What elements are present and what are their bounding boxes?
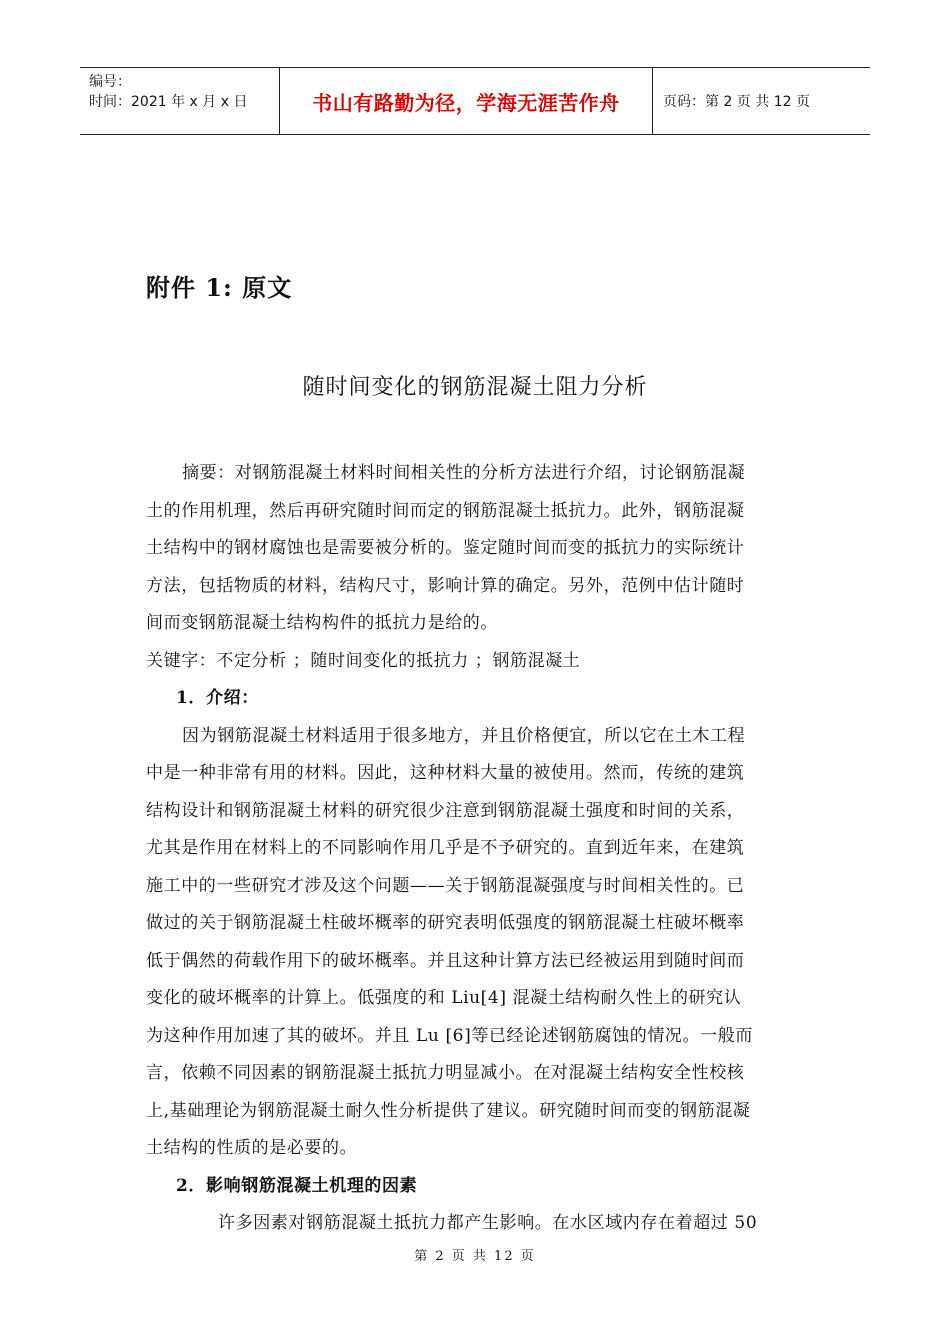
abstract-line: 间而变钢筋混凝土结构构件的抵抗力是给的。: [146, 613, 498, 633]
abstract-line: 摘要：对钢筋混凝土材料时间相关性的分析方法进行介绍，讨论钢筋混凝: [182, 463, 746, 483]
abstract-line: 土结构中的钢材腐蚀也是需要被分析的。鉴定随时间而变的抵抗力的实际统计: [146, 538, 745, 558]
serial-label: 编号：: [89, 74, 131, 90]
abstract-line: 土的作用机理，然后再研究随时间而定的钢筋混凝土抵抗力。此外，钢筋混凝: [146, 500, 745, 521]
header-meta-cell: [80, 68, 280, 134]
abstract-line: 方法，包括物质的材料，结构尺寸，影响计算的确定。另外，范例中估计随时: [146, 575, 745, 596]
section-1-line: 土结构的性质的是必要的。: [146, 1138, 358, 1158]
section-2-line: 许多因素对钢筋混凝土抵抗力都产生影响。在水区域内存在着超过 50: [218, 1213, 758, 1233]
section-1-heading: 1．介绍：: [176, 688, 259, 708]
section-1-line: 因为钢筋混凝土材料适用于很多地方，并且价格便宜，所以它在土木工程: [182, 725, 746, 746]
section-1-line: 低于偶然的荷载作用下的破坏概率。并且这种计算方法已经被运用到随时间而: [146, 950, 745, 971]
page-header: [80, 67, 870, 135]
header-page-info: 页码：第 2 页 共 12 页: [663, 94, 810, 110]
section-1-line: 上,基础理论为钢筋混凝土耐久性分析提供了建议。研究随时间而变的钢筋混凝: [146, 1100, 751, 1121]
section-1-line: 尤其是作用在材料上的不同影响作用几乎是不予研究的。直到近年来，在建筑: [146, 838, 745, 858]
page-footer: 第 2 页 共 12 页: [414, 1249, 536, 1264]
section-1-line: 言，依赖不同因素的钢筋混凝土抵抗力明显减小。在对混凝土结构安全性校核: [146, 1063, 745, 1083]
document-title: 随时间变化的钢筋混凝土阻力分析: [302, 375, 648, 400]
section-1-line: 施工中的一些研究才涉及这个问题——关于钢筋混凝强度与时间相关性的。已: [146, 875, 745, 896]
document-body: [146, 455, 806, 1243]
section-1-line: 中是一种非常有用的材料。因此，这种材料大量的被使用。然而，传统的建筑: [146, 763, 745, 783]
section-2-heading: 2．影响钢筋混凝土机理的因素: [176, 1175, 418, 1196]
keywords-line: 关键字：不定分析 ；随时间变化的抵抗力 ；钢筋混凝土: [146, 650, 581, 671]
section-1-line: 变化的破坏概率的计算上。低强度的和 Liu[4] 混凝土结构耐久性上的研究认: [146, 988, 742, 1008]
section-1-line: 结构设计和钢筋混凝土材料的研究很少注意到钢筋混凝土强度和时间的关系，: [146, 800, 745, 821]
section-1-line: 做过的关于钢筋混凝土柱破坏概率的研究表明低强度的钢筋混凝土柱破坏概率: [146, 913, 745, 933]
header-motto: 书山有路勤为径，学海无涯苦作舟: [280, 68, 653, 134]
section-1-line: 为这种作用加速了其的破坏。并且 Lu [6]等已经论述钢筋腐蚀的情况。一般而: [146, 1025, 753, 1046]
appendix-title: 附件 1: 原文: [146, 273, 293, 302]
date-label: 时间：2021 年 x 月 x 日: [89, 94, 248, 110]
